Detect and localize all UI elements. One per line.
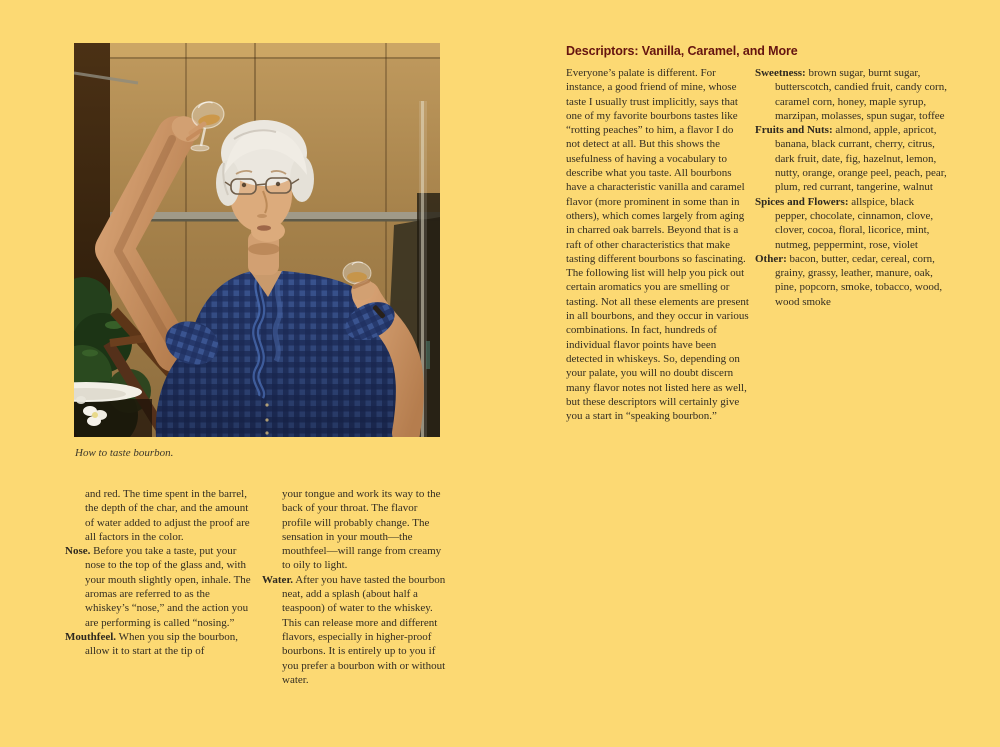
entry-text: After you have tasted the bourbon neat, add a splash (about half a teaspoon) of water to the whiskey. This can release more and different flavors, especially in higher-proof bourbons. It is entirely up to you if you prefer a bourbon with or without water. [282,573,446,686]
entry-text: Before you take a taste, put your nose to the top of the glass and, with your mouth slightly open, inhale. The aromas are referred to as the whiskey’s “nose,” and the action you are performing is called “nosing.” [85,545,251,629]
entry-term: Nose. [65,545,91,558]
taster-photo-illustration [74,43,440,437]
entry-mouthfeel [65,630,251,659]
descriptor-sweetness [755,66,947,123]
descriptor-term: Fruits and Nuts: [755,124,833,137]
entry-text: When you sip the bourbon, allow it to start at the tip of [85,630,239,658]
right-column-1 [566,66,749,423]
descriptor-fruits-and-nuts [755,123,947,194]
descriptor-text: bacon, butter, cedar, cereal, corn, grainy, grassy, leather, manure, oak, pine, popcorn, smoke, tobacco, wood, wood smoke [775,252,943,308]
descriptor-text: almond, apple, apricot, banana, black currant, cherry, citrus, dark fruit, date, fig, hazelnut, lemon, nutty, orange, orange peel, peach, pear, plum, red currant, tangerine, walnut [775,124,947,194]
entry-color-continued [65,487,251,544]
entry-water [262,573,446,687]
descriptor-term: Sweetness: [755,67,806,79]
entry-text: and red. The time spent in the barrel, the depth of the char, and the amount of water added to adjust the proof are all factors in the color. [85,488,250,543]
entry-text: your tongue and work its way to the back of your throat. The flavor profile will probably change. The sensation in your mouth—the mouthfeel—will range from creamy to oily to light. [282,488,442,572]
left-column-2 [262,487,446,687]
intro-paragraph: Everyone’s palate is different. For instance, a good friend of mine, whose taste I usually trust implicitly, says that one of my favorite bourbons tastes like “rotting peaches” to him, a flavor I do not detect at all. But this shows the usefulness of having a vocabulary to describe what you taste. All bourbons have a characteristic vanilla and caramel flavor (more prominent in some than in others), which comes largely from aging in charred oak barrels. Beyond that is a raft of other characteristics that make tasting different bourbons so fascinating. The following list will help you pick out certain aromatics you are smelling or tasting. Not all these elements are present in all bourbons, and they occur in various combinations. In fact, hundreds of individual flavor points have been detected in whiskeys. So, depending on your palate, you will no doubt discern many flavor notes not listed here as well, but these descriptors will certainly give you a start in “speaking bourbon.” [566,67,749,423]
descriptor-text: brown sugar, burnt sugar, butterscotch, candied fruit, candy corn, caramel corn, honey, maple syrup, marzipan, molasses, spun sugar, toffee [775,67,947,122]
descriptor-other [755,252,947,309]
descriptor-text: allspice, black pepper, chocolate, cinnamon, clove, clover, cocoa, floral, licorice, mint, nutmeg, peppermint, rose, violet [775,195,934,251]
right-column-2 [755,66,947,309]
descriptor-term: Spices and Flowers: [755,195,849,208]
left-column-1 [65,487,251,659]
entry-mouthfeel-continued [262,487,446,573]
descriptor-term: Other: [755,252,787,265]
entry-term: Water. [262,573,294,586]
entry-nose [65,544,251,630]
section-heading: Descriptors: Vanilla, Caramel, and More [566,44,798,58]
descriptor-spices-and-flowers [755,195,947,252]
entry-term: Mouthfeel. [65,630,117,643]
photo-how-to-taste-bourbon [74,43,440,437]
photo-caption: How to taste bourbon. [75,447,174,459]
